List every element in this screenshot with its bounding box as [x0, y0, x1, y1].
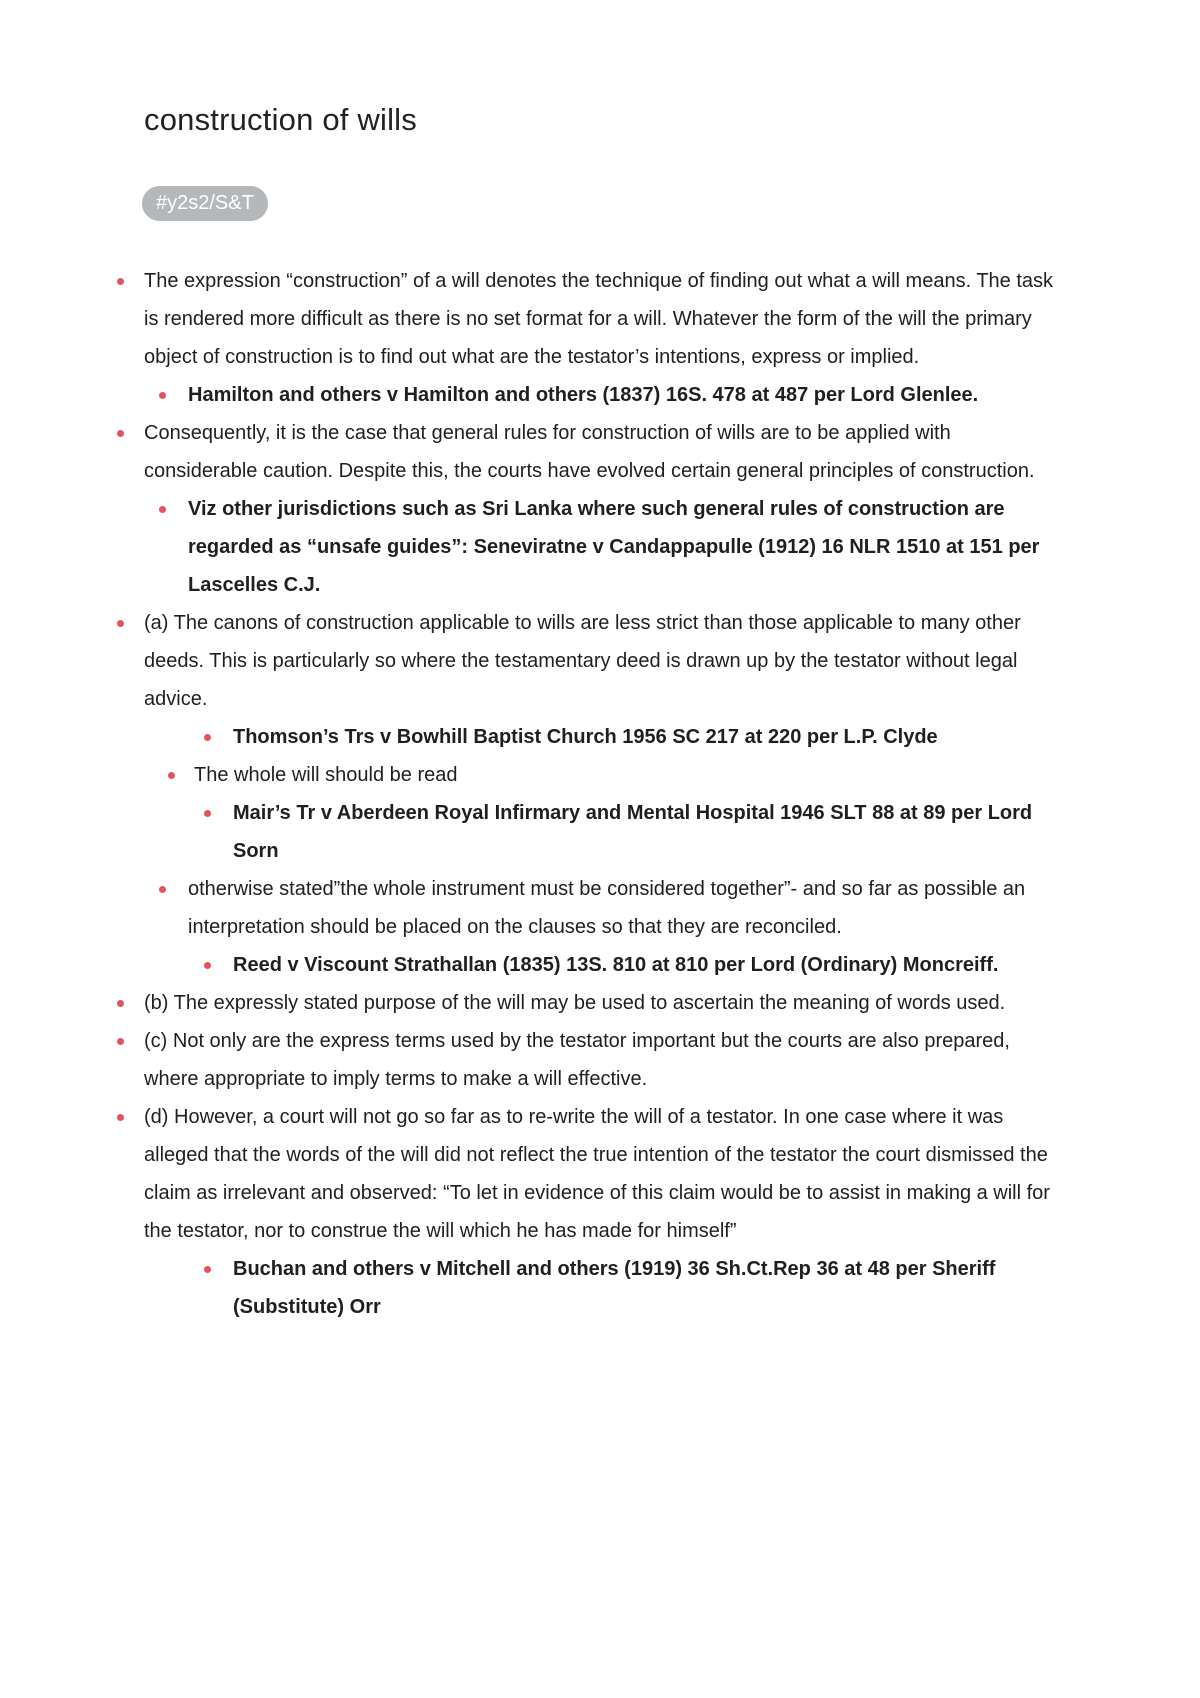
list-item: (d) However, a court will not go so far as to re-write the will of a testator. In one case where it was alleged that the words of the will did not reflect the true intention of the testator the court dismissed the claim as irrelevant and observed: “To let in evidence of this claim would be to assist in making a will for the testator, nor to construe the will which he has made for himself”: [144, 1098, 1064, 1250]
case-citation: Reed v Viscount Strathallan (1835) 13S. 810 at 810 per Lord (Ordinary) Moncreiff.: [233, 946, 1068, 984]
case-citation: Buchan and others v Mitchell and others (1919) 36 Sh.Ct.Rep 36 at 48 per Sheriff (Substitute) Orr: [233, 1250, 1068, 1326]
case-citation: Mair’s Tr v Aberdeen Royal Infirmary and Mental Hospital 1946 SLT 88 at 89 per Lord Sorn: [233, 794, 1068, 870]
list-item: (b) The expressly stated purpose of the will may be used to ascertain the meaning of words used.: [144, 984, 1064, 1022]
bullet-list: [0, 262, 1200, 1326]
case-citation: Thomson’s Trs v Bowhill Baptist Church 1956 SC 217 at 220 per L.P. Clyde: [233, 718, 1068, 756]
tag-badge[interactable]: #y2s2/S&T: [142, 186, 268, 221]
page-title: construction of wills: [144, 102, 417, 137]
list-item: (c) Not only are the express terms used by the testator important but the courts are also prepared, where appropriate to imply terms to make a will effective.: [144, 1022, 1064, 1098]
sub-list-item: otherwise stated”the whole instrument must be considered together”- and so far as possible an interpretation should be placed on the clauses so that they are reconciled.: [188, 870, 1068, 946]
list-item: Consequently, it is the case that general rules for construction of wills are to be applied with considerable caution. Despite this, the courts have evolved certain general principles of construction.: [144, 414, 1064, 490]
list-item: The expression “construction” of a will denotes the technique of finding out what a will means. The task is rendered more difficult as there is no set format for a will. Whatever the form of the will the primary object of construction is to find out what are the testator’s intentions, express or implied.: [144, 262, 1064, 376]
case-citation: Viz other jurisdictions such as Sri Lanka where such general rules of construction are regarded as “unsafe guides”: Seneviratne v Candappapulle (1912) 16 NLR 1510 at 151 per Lascelles C.J.: [188, 490, 1068, 604]
case-citation: Hamilton and others v Hamilton and others (1837) 16S. 478 at 487 per Lord Glenlee.: [188, 376, 1068, 414]
sub-list-item: The whole will should be read: [194, 756, 1064, 794]
list-item: (a) The canons of construction applicable to wills are less strict than those applicable to many other deeds. This is particularly so where the testamentary deed is drawn up by the testator without legal advice.: [144, 604, 1064, 718]
